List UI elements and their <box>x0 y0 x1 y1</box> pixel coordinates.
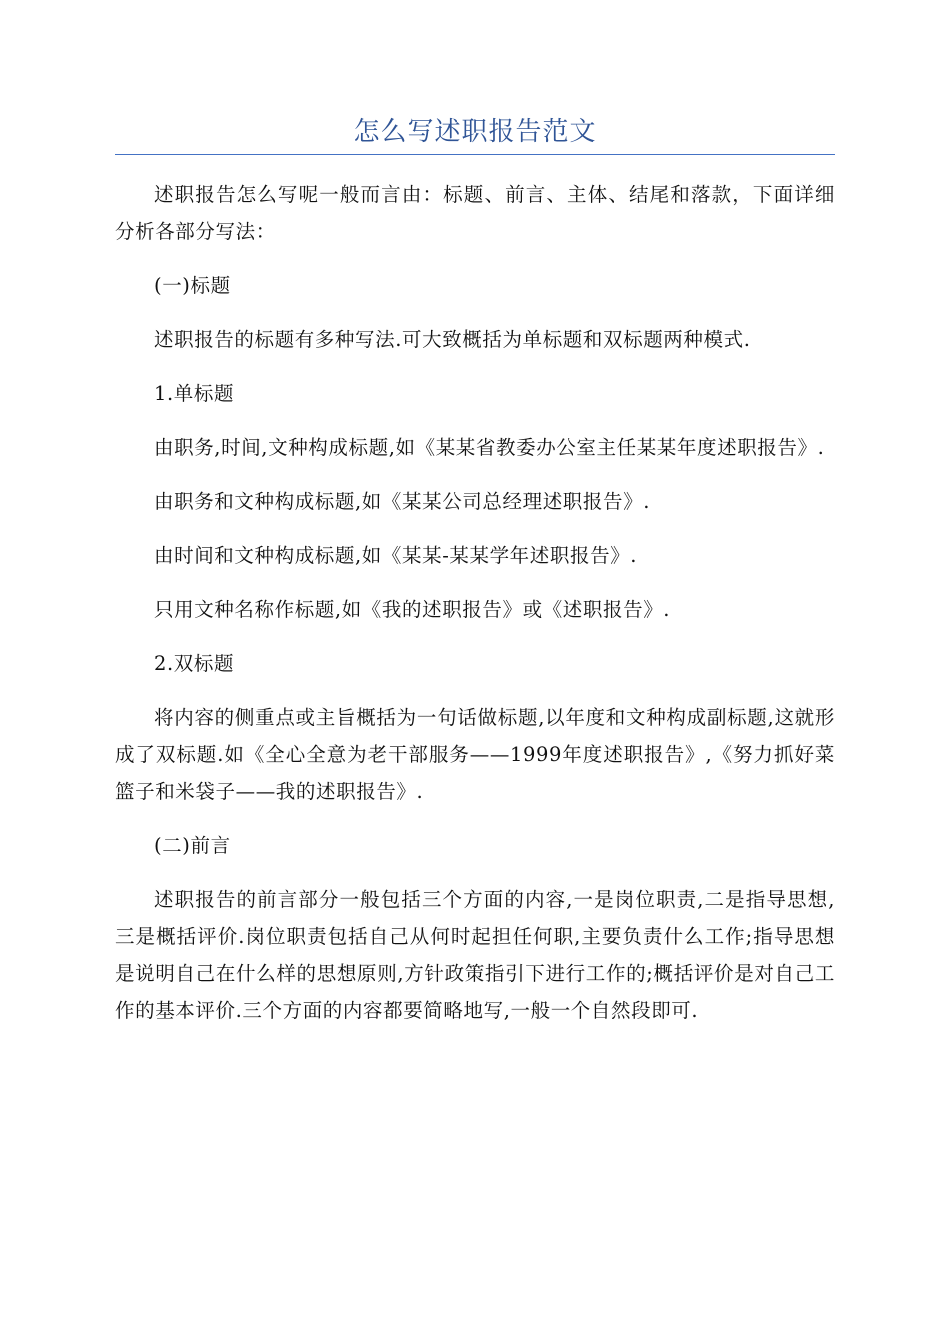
paragraph-intro: 述职报告怎么写呢一般而言由：标题、前言、主体、结尾和落款，下面详细分析各部分写法： <box>115 183 835 243</box>
paragraph-title-types: 述职报告的标题有多种写法.可大致概括为单标题和双标题两种模式. <box>154 328 751 351</box>
section-heading-title: (一)标题 <box>154 274 231 297</box>
paragraph-single-title-example-4: 只用文种名称作标题,如《我的述职报告》或《述职报告》. <box>154 598 671 621</box>
paragraph-single-title-example-1: 由职务,时间,文种构成标题,如《某某省教委办公室主任某某年度述职报告》. <box>154 436 825 459</box>
paragraph-single-title-example-2: 由职务和文种构成标题,如《某某公司总经理述职报告》. <box>154 490 650 513</box>
title-block <box>115 112 835 156</box>
document-title: 怎么写述职报告范文 <box>353 117 597 147</box>
document-body <box>115 176 835 1046</box>
section-heading-preface: (二)前言 <box>154 834 231 857</box>
subheading-single-title: 1.单标题 <box>154 382 235 405</box>
subheading-double-title: 2.双标题 <box>154 652 235 675</box>
title-underline <box>115 154 835 155</box>
paragraph-single-title-example-3: 由时间和文种构成标题,如《某某-某某学年述职报告》. <box>154 544 638 567</box>
paragraph-double-title: 将内容的侧重点或主旨概括为一句话做标题,以年度和文种构成副标题,这就形成了双标题.如《全心全意为老干部服务——1999年度述职报告》,《努力抓好菜篮子和米袋子——我的述职报告》. <box>115 706 835 803</box>
paragraph-preface: 述职报告的前言部分一般包括三个方面的内容,一是岗位职责,二是指导思想,三是概括评价.岗位职责包括自己从何时起担任何职,主要负责什么工作;指导思想是说明自己在什么样的思想原则,方针政策指引下进行工作的;概括评价是对自己工作的基本评价.三个方面的内容都要简略地写,一般一个自然段即可. <box>115 888 835 1022</box>
